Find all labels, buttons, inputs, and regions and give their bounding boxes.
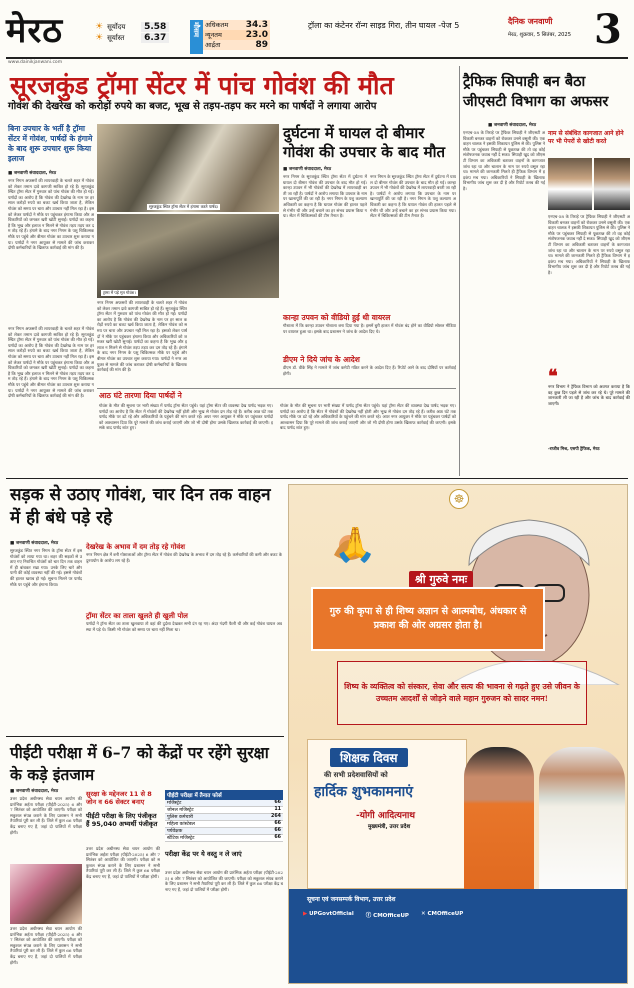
force-table-row — [165, 807, 283, 814]
cm-photo — [464, 747, 534, 897]
dm-box-body: डीएम डॉ. वीके सिंह ने मामले में जांच कमेटी गठित करने के आदेश दिए हैं। रिपोर्ट आने के बाद दोषियों पर कार्रवाई होगी। — [283, 365, 456, 376]
youtube-icon: ▶ — [303, 911, 308, 917]
ad-footer — [289, 889, 628, 984]
exam-body-col1b: उत्तर प्रदेश अधीनस्थ सेवा चयन आयोग की प्रारंभिक अर्हता परीक्षा (पीईटी-2025) 6 और 7 सितंबर को आयोजित की जाएगी। परीक्षा को सकुशल संपन्न कराने के लिए प्रशासन ने सभी तैयारियां पूरी कर ली हैं। जिले में कुल 66 परीक्षा केंद्र बनाए गए हैं, जहां दो पालियों में परीक्षा होगी। — [10, 926, 82, 965]
exam-headline: पीईटी परीक्षा में 6–7 को केंद्रों पर रहेंगे सुरक्षा के कड़े इंतजाम — [10, 743, 269, 784]
ad-emblem-icon: ☸ — [449, 489, 469, 509]
exam-byline: ■ जनवाणी संवाददाता, मेरठ — [10, 789, 59, 794]
teaser: ट्रॉला का कंटेनर रॉन्ग साइड गिरा, तीन घायल -पेज 5 — [308, 21, 460, 30]
force-count: 264 — [270, 814, 281, 819]
force-table-head: पीईटी परीक्षा में तैनात फोर्स — [165, 790, 283, 800]
ad-quote1-box — [311, 587, 545, 651]
gaushala-box1-head: देखरेख के अभाव में दम तोड़ रहे गोवंश — [86, 543, 186, 551]
ad-social-row: ▶ UPGovtOfficial ⓕ CMOfficeUP ✕ CMOfficeUP — [303, 911, 464, 919]
traffic-side-head: नाम से संबंधित कागजात आने होने पर भी पेपरों से खोटी करते — [548, 130, 624, 145]
force-count: 66 — [274, 821, 281, 826]
weather-box: मौसम अधिकतम 34.3 न्यूनतम 23.0 आर्द्रता 89 — [190, 20, 270, 54]
force-role: पुलिस कर्मचारी — [167, 815, 194, 820]
exam-body-col1: उत्तर प्रदेश अधीनस्थ सेवा चयन आयोग की प्रारंभिक अर्हता परीक्षा (पीईटी-2025) 6 और 7 सितंबर को आयोजित की जाएगी। परीक्षा को सकुशल संपन्न कराने के लिए प्रशासन ने सभी तैयारियां पूरी कर ली हैं। जिले में कुल 66 परीक्षा केंद्र बनाए गए हैं, जहां दो पालियों में परीक्षा होगी। — [10, 796, 82, 835]
lead-body-col2: नगर निगम अफसरों की लापरवाही के चलते शहर में गोवंश को लेकर तमाम दावे कागजी साबित हो रहे हैं। सूरजकुंड स्थित ट्रॉमा सेंटर में गुरुवार को पांच गोवंश की मौत हो गई। पार्षदों का आरोप है कि गोवंश की देखरेख के नाम पर हर साल करोड़ों रुपये का बजट खर्च किया जाता है, लेकिन गोवंश को समय पर चारा और उपचार नहीं मिल रहा है। इसको लेकर पार्षदों ने मौके पर पहुंचकर हंगामा किया और अधिकारियों को जमकर खरी खोटी सुनाई। पार्षदों का कहना है कि भूख और इलाज न मिलने से गोवंश तड़प तड़प कर दम तोड़ रहे हैं। हंगामे के बाद नगर निगम के पशु चिकित्सक मौके पर पहुंचे और बीमार गोवंश का उपचार शुरू कराया गया। पार्षदों ने नगर आयुक्त से मामले की जांच कराकर दोषी कर्मचारियों के खिलाफ कार्रवाई की मांग की है। — [97, 300, 187, 373]
lead-byline: ■ जनवाणी संवाददाता, मेरठ — [8, 171, 57, 176]
traffic-byline: ■ जनवाणी संवाददाता, मेरठ — [488, 123, 537, 128]
protest-box-head: आठ घंटे तारणा दिया पार्षदों ने — [99, 391, 182, 400]
lead-photo2-caption: ट्रामा में पड़े मृत गोवंश। — [103, 290, 136, 295]
traffic-quote: नगर विभाग ने ट्रैफिक विभाग को अवगत कराया है कि वह कुछ दिन पहले से जांच कर रहे थे। पूरे मामले की जानकारी ली जा रही है और जांच के बाद कार्रवाई की जाएगी। — [548, 384, 630, 406]
greeting-card — [307, 739, 467, 889]
gaushala-body-col1: सूरजकुंड स्थित नगर निगम के ट्रॉमा सेंटर में इस गोवंशों को लाया गया था। शहर की सड़कों से उठाए गए निराश्रित गोवंशों को चार दिन तक वाहन में ही बांधकर रखा गया। उनके लिए चारे और पानी की कोई व्यवस्था नहीं की गई। इससे गोवंशों की हालत खराब हो गई। सूचना मिलने पर पार्षद मौके पर पहुंचे और हंगामा किया। — [10, 548, 82, 587]
kanha-box-head: कान्हा उपवन को वीडियो हुई थी वायरल — [283, 313, 391, 322]
hospital-body-col1: नगर निगम के सूरजकुंड स्थित ट्रॉमा सेंटर में दुर्घटना में घायल दो बीमार गोवंश की उपचार के बाद मौत हो गई। कान्हा उपवन में भी गोवंशों की देखरेख में लापरवाही बरती जा रही है। पार्षदों ने आरोप लगाया कि उपचार के नाम पर खानापूर्ति की जा रही है। नगर निगम के पशु कल्याण अधिकारी का कहना है कि घायल गोवंश की हालत पहले से गंभीर थी और उन्हें बचाने का हर संभव प्रयास किया गया। सेंटर में चिकित्सकों की टीम तैनात है। — [283, 174, 367, 219]
hospital-headline: दुर्घटना में घायल दो बीमार गोवंश की उपचार के बाद मौत — [283, 124, 446, 161]
force-table-row — [165, 835, 283, 842]
kanha-box-body: गौशाला में कि कान्हा उपवन गोशाला बना दिया गया है। इसमें बुरी हालत में गोवंश बंद होने का वीडियो सोशल मीडिया पर वायरल हुआ था। इसके बाद प्रशासन ने जांच के आदेश दिए थे। — [283, 323, 456, 334]
quote-mark-icon: ❝ — [548, 366, 558, 387]
lead-photo1-caption: सूरजकुंड स्थित ट्रॉमा सेंटर में हंगामा करते पार्षद। — [149, 204, 219, 209]
traffic-quote-by: -राजीव मिश्र, एसपी ट्रैफिक, मेरठ — [548, 446, 600, 451]
namaste-icon: 🙏 — [334, 525, 377, 565]
lead-photo-cattle — [97, 214, 279, 298]
force-role: महिला कांस्टेबल — [167, 822, 195, 827]
force-table-row — [165, 800, 283, 807]
date-line: मेरठ, शुक्रवार, 5 सितंबर, 2025 — [508, 32, 572, 38]
page-number: 3 — [594, 6, 622, 53]
force-count: 66 — [274, 828, 281, 833]
city-name: मेरठ — [6, 11, 63, 51]
force-count: 66 — [274, 800, 281, 805]
force-table-row — [165, 821, 283, 828]
gaushala-headline: सड़क से उठाए गोवंश, चार दिन तक वाहन में ही बंधे पड़े रहे — [10, 485, 271, 528]
traffic-photo — [548, 158, 592, 210]
ad-quote1: गुरु की कृपा से ही शिष्य अज्ञान से आत्मबोध, अंधकार से प्रकाश की ओर अग्रसर होता है। — [329, 606, 527, 631]
force-role: स्टैटिक मजिस्ट्रेट — [167, 836, 195, 841]
twitter-icon: ✕ — [420, 911, 426, 917]
force-count: 11 — [274, 807, 281, 812]
facebook-icon: ⓕ — [365, 913, 372, 919]
traffic-headline: ट्रैफिक सिपाही बन बैठा जीएसटी विभाग का अफसर — [463, 73, 609, 110]
website: www.dainikjanwani.com — [8, 60, 63, 65]
hospital-byline: ■ जनवाणी संवाददाता, मेरठ — [283, 167, 332, 172]
lead-side-head: बिना उपचार के भर्ती है ट्रॉमा सेंटर में गोवंश, पार्षदों के हंगामे के बाद शुरू उपचार शुरू किया इलाज — [8, 124, 93, 163]
sunset-icon: ☀ — [95, 33, 104, 43]
ad-footer-dept: सूचना एवं जनसम्पर्क विभाग, उत्तर प्रदेश — [307, 896, 396, 903]
gaushala-box2-body: पार्षदों ने ट्रॉमा सेंटर का ताला खुलवाया तो वहां की दुर्दशा देखकर सभी दंग रह गए। अंदर गंदगी फैली थी और कई गोवंश घायल अवस्था में पड़े थे। किसी भी गोवंश को समय पर चारा नहीं मिला था। — [86, 621, 282, 632]
exam-box1-head: सुरक्षा के मद्देनजर 11 से 8 जोन व 66 सेक्टर बनाए — [86, 790, 152, 806]
teachers-day-ad — [288, 484, 628, 984]
gaushala-box1-body: नगर निगम क्षेत्र में बनी गोशालाओं और ट्रॉमा सेंटर में गोवंश की देखरेख के अभाव में दम तोड़ रहे हैं। कर्मचारियों की कमी और बजट के दुरुपयोग के आरोप लग रहे हैं। — [86, 552, 282, 563]
force-role: मजिस्ट्रेट — [167, 801, 182, 806]
exam-photo — [10, 864, 82, 924]
exam-box2-head: पीईटी परीक्षा के लिए पंजीकृत हैं 95,040 अभ्यर्थी पंजीकृत — [86, 812, 158, 828]
protest-box — [97, 388, 456, 476]
gaushala-byline: ■ जनवाणी संवाददाता, मेरठ — [10, 541, 59, 546]
exam-body-col2: उत्तर प्रदेश अधीनस्थ सेवा चयन आयोग की प्रारंभिक अर्हता परीक्षा (पीईटी-2025) 6 और 7 सितंबर को आयोजित की जाएगी। परीक्षा को सकुशल संपन्न कराने के लिए प्रशासन ने सभी तैयारियां पूरी कर ली हैं। जिले में कुल 66 परीक्षा केंद्र बनाए गए हैं, जहां दो पालियों में परीक्षा होगी। — [86, 846, 160, 879]
ad-sub: की सभी प्रदेशवासियों को — [324, 770, 388, 779]
lead-body-col1: नगर निगम अफसरों की लापरवाही के चलते शहर में गोवंश को लेकर तमाम दावे कागजी साबित हो रहे हैं। सूरजकुंड स्थित ट्रॉमा सेंटर में गुरुवार को पांच गोवंश की मौत हो गई। पार्षदों का आरोप है कि गोवंश की देखरेख के नाम पर हर साल करोड़ों रुपये का बजट खर्च किया जाता है, लेकिन गोवंश को समय पर चारा और उपचार नहीं मिल रहा है। इसको लेकर पार्षदों ने मौके पर पहुंचकर हंगामा किया और अधिकारियों को जमकर खरी खोटी सुनाई। पार्षदों का कहना है कि भूख और इलाज न मिलने से गोवंश तड़प तड़प कर दम तोड़ रहे हैं। हंगामे के बाद नगर निगम के पशु चिकित्सक मौके पर पहुंचे और बीमार गोवंश का उपचार शुरू कराया गया। पार्षदों ने नगर आयुक्त से मामले की जांच कराकर दोषी कर्मचारियों के खिलाफ कार्रवाई की मांग की है। — [8, 178, 94, 251]
ad-salutation: श्री गुरुवे नमः — [409, 571, 473, 588]
sun-icon: ☀ — [95, 22, 104, 32]
lead-headline: सूरजकुंड ट्रॉमा सेंटर में पांच गोवंश की मौत — [10, 71, 394, 100]
gaushala-box2-head: ट्रॉमा सेंटर का ताला खुलते ही खुली पोल — [86, 612, 188, 620]
ad-by: -योगी आदित्यनाथ — [356, 811, 416, 821]
ad-day: शिक्षक दिवस — [330, 748, 408, 767]
sun-table: ☀ सूर्योदय 5.58 ☀ सूर्यास्त 6.37 — [95, 22, 183, 43]
pm-photo — [539, 747, 625, 897]
ad-by-role: मुख्यमंत्री, उत्तर प्रदेश — [368, 824, 411, 830]
traffic-body-col1: एनएच-58 के तिराहे पर ट्रैफिक सिपाही ने जीएसटी अधिकारी बनकर वाहनों को रोककर उनसे वसूली की। एक वाहन चालक ने इसकी शिकायत पुलिस से की। पुलिस ने मौके पर पहुंचकर सिपाही से पूछताछ की तो वह कोई संतोषजनक जवाब नहीं दे सका। सिपाही खुद को जीएसटी विभाग का अधिकारी बताकर वाहनों के कागजात जांच रहा था और चालान के नाम पर रुपये वसूल रहा था। मामले की जानकारी मिलते ही ट्रैफिक विभाग में हड़कंप मच गया। अधिकारियों ने सिपाही के खिलाफ विभागीय जांच शुरू कर दी है और रिपोर्ट तलब की गई है। — [463, 130, 545, 191]
exam-box3-head: परीक्षा केंद्र पर ये वस्तु न ले जाएं — [165, 850, 242, 858]
lead-body-col1b: नगर निगम अफसरों की लापरवाही के चलते शहर में गोवंश को लेकर तमाम दावे कागजी साबित हो रहे हैं। सूरजकुंड स्थित ट्रॉमा सेंटर में गुरुवार को पांच गोवंश की मौत हो गई। पार्षदों का आरोप है कि गोवंश की देखरेख के नाम पर हर साल करोड़ों रुपये का बजट खर्च किया जाता है, लेकिन गोवंश को समय पर चारा और उपचार नहीं मिल रहा है। इसको लेकर पार्षदों ने मौके पर पहुंचकर हंगामा किया और अधिकारियों को जमकर खरी खोटी सुनाई। पार्षदों का कहना है कि भूख और इलाज न मिलने से गोवंश तड़प तड़प कर दम तोड़ रहे हैं। हंगामे के बाद नगर निगम के पशु चिकित्सक मौके पर पहुंचे और बीमार गोवंश का उपचार शुरू कराया गया। पार्षदों ने नगर आयुक्त से मामले की जांच कराकर दोषी कर्मचारियों के खिलाफ कार्रवाई की मांग की है। — [8, 326, 94, 399]
traffic-photo2 — [594, 158, 630, 210]
ad-wish: हार्दिक शुभकामनाएं — [314, 784, 413, 800]
ad-quote2: शिष्य के व्यक्तित्व को संस्कार, सेवा और सत्य की भावना से गढ़ते हुए उसे जीवन के उच्चतम आदर्शों से जोड़ने वाले महान गुरुजन को सादर नमन! — [344, 682, 580, 703]
force-table — [165, 790, 283, 842]
force-table-row — [165, 814, 283, 821]
lead-photo-councillors — [97, 124, 279, 212]
force-count: 66 — [274, 835, 281, 840]
weather-label: मौसम — [190, 20, 203, 54]
protest-box-body2: गोवंश के मौत की सूचना पर भारी संख्या में पार्षद ट्रॉमा सेंटर पहुंचे। यहां ट्रॉमा सेंटर की व्यवस्था देख पार्षद भड़क गए। पार्षदों का आरोप है कि सेंटर में गोवंशों की देखरेख नहीं होती और भूख से गोवंश दम तोड़ रहे हैं। करीब आठ घंटे तक पार्षद मौके पर डटे रहे और अधिकारियों के पहुंचने की मांग करते रहे। अपर नगर आयुक्त ने मौके पर पहुंचकर पार्षदों को आश्वासन दिया कि पूरे मामले की जांच कराई जाएगी और जो भी दोषी होगा उसके खिलाफ कार्रवाई की जाएगी। इसके बाद पार्षद शांत हुए। — [280, 403, 456, 431]
force-role: पर्यवेक्षक — [167, 829, 183, 834]
ad-quote2-box — [337, 661, 587, 725]
dm-box-head: डीएम ने दिये जांच के आदेश — [283, 355, 360, 364]
protest-box-body: गोवंश के मौत की सूचना पर भारी संख्या में पार्षद ट्रॉमा सेंटर पहुंचे। यहां ट्रॉमा सेंटर की व्यवस्था देख पार्षद भड़क गए। पार्षदों का आरोप है कि सेंटर में गोवंशों की देखरेख नहीं होती और भूख से गोवंश दम तोड़ रहे हैं। करीब आठ घंटे तक पार्षद मौके पर डटे रहे और अधिकारियों के पहुंचने की मांग करते रहे। अपर नगर आयुक्त ने मौके पर पहुंचकर पार्षदों को आश्वासन दिया कि पूरे मामले की जांच कराई जाएगी और जो भी दोषी होगा उसके खिलाफ कार्रवाई की जाएगी। इसके बाद पार्षद शांत हुए। — [99, 403, 273, 431]
hospital-body-col2: नगर निगम के सूरजकुंड स्थित ट्रॉमा सेंटर में दुर्घटना में घायल दो बीमार गोवंश की उपचार के बाद मौत हो गई। कान्हा उपवन में भी गोवंशों की देखरेख में लापरवाही बरती जा रही है। पार्षदों ने आरोप लगाया कि उपचार के नाम पर खानापूर्ति की जा रही है। नगर निगम के पशु कल्याण अधिकारी का कहना है कि घायल गोवंश की हालत पहले से गंभीर थी और उन्हें बचाने का हर संभव प्रयास किया गया। सेंटर में चिकित्सकों की टीम तैनात है। — [370, 174, 456, 219]
lead-subhead: गोवंश की देखरेख को करोड़ों रुपये का बजट, भूख से तड़प-तड़प कर मरने का पार्षदों ने लगाया आरोप — [8, 101, 377, 112]
force-table-row — [165, 828, 283, 835]
exam-body-col3: उत्तर प्रदेश अधीनस्थ सेवा चयन आयोग की प्रारंभिक अर्हता परीक्षा (पीईटी-2025) 6 और 7 सितंबर को आयोजित की जाएगी। परीक्षा को सकुशल संपन्न कराने के लिए प्रशासन ने सभी तैयारियां पूरी कर ली हैं। जिले में कुल 66 परीक्षा केंद्र बनाए गए हैं, जहां दो पालियों में परीक्षा होगी। — [165, 870, 283, 892]
force-role: जोनल मजिस्ट्रेट — [167, 808, 194, 813]
traffic-body-col2: एनएच-58 के तिराहे पर ट्रैफिक सिपाही ने जीएसटी अधिकारी बनकर वाहनों को रोककर उनसे वसूली की। एक वाहन चालक ने इसकी शिकायत पुलिस से की। पुलिस ने मौके पर पहुंचकर सिपाही से पूछताछ की तो वह कोई संतोषजनक जवाब नहीं दे सका। सिपाही खुद को जीएसटी विभाग का अधिकारी बताकर वाहनों के कागजात जांच रहा था और चालान के नाम पर रुपये वसूल रहा था। मामले की जानकारी मिलते ही ट्रैफिक विभाग में हड़कंप मच गया। अधिकारियों ने सिपाही के खिलाफ विभागीय जांच शुरू कर दी है और रिपोर्ट तलब की गई है। — [548, 214, 630, 275]
paper-name: दैनिक जनवाणी — [508, 16, 553, 26]
